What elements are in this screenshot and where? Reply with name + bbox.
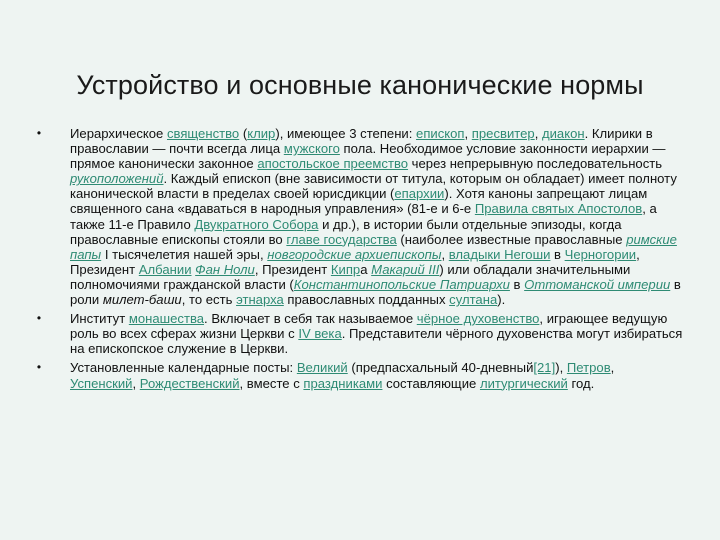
hyperlink[interactable]: епископ: [416, 126, 465, 141]
bullet-text: (предпасхальный 40-дневный: [347, 360, 534, 376]
bullet-list: [34, 126, 684, 395]
bullet-text: в: [509, 276, 525, 292]
bullet-item: [34, 311, 684, 356]
bullet-text: ), имеющее 3 степени:: [275, 126, 417, 141]
bullet-text: . Каждый епископ (вне зависимости от титула, которым он обладает) имеет полноту канонической власти в пределах своей юрисдикции (: [70, 171, 677, 202]
bullet-text: (наиболее известные православные: [396, 231, 627, 247]
bullet-text: I тысячелетия нашей эры,: [101, 246, 268, 262]
hyperlink[interactable]: клир: [247, 126, 276, 141]
bullet-text: ).: [497, 292, 506, 308]
hyperlink[interactable]: Правила святых Апостолов: [474, 201, 643, 217]
hyperlink[interactable]: священство: [166, 126, 240, 141]
bullet-text: Установленные календарные посты:: [70, 360, 297, 376]
hyperlink[interactable]: Албании: [138, 261, 192, 277]
bullet-text: а: [360, 261, 372, 277]
bullet-text: ). Хотя каноны запрещают лицам священного сана «вдаваться в народныя управления» (81-е и 6-е: [70, 186, 648, 217]
bullet-text: милет-баши: [102, 292, 182, 308]
hyperlink[interactable]: римские папы: [70, 231, 677, 262]
bullet-text: в роли: [70, 276, 681, 308]
hyperlink[interactable]: монашества: [128, 311, 205, 327]
slide-title: Устройство и основные канонические нормы: [76, 70, 644, 101]
hyperlink[interactable]: Двукратного Собора: [194, 216, 319, 232]
bullet-text: ,: [534, 126, 542, 141]
hyperlink[interactable]: новгородские архиепископы: [267, 246, 442, 262]
bullet-text: ,: [610, 360, 615, 376]
hyperlink[interactable]: епархии: [394, 186, 445, 202]
bullet-text: ,: [441, 246, 449, 262]
bullet-text: в: [550, 246, 565, 262]
bullet-text: . Клирики в православии — почти всегда лица: [70, 126, 653, 157]
hyperlink[interactable]: диакон: [541, 126, 585, 141]
bullet-marker: •: [36, 311, 42, 326]
hyperlink[interactable]: этнарха: [236, 292, 284, 308]
bullet-text: ) или обладали значительными полномочиями гражданской власти (: [70, 261, 631, 292]
hyperlink[interactable]: Константинопольские Патриархи: [293, 276, 510, 292]
hyperlink[interactable]: Черногории: [564, 246, 637, 262]
bullet-text: , Президент: [254, 261, 331, 277]
hyperlink[interactable]: Великий: [296, 360, 348, 376]
hyperlink[interactable]: Успенский: [70, 375, 133, 391]
hyperlink[interactable]: [21]: [533, 360, 556, 376]
bullet-text: (: [239, 126, 248, 141]
hyperlink[interactable]: праздниками: [303, 375, 383, 391]
bullet-text: православных подданных: [283, 292, 450, 308]
hyperlink[interactable]: султана: [449, 292, 498, 308]
bullet-item: [34, 360, 684, 390]
hyperlink[interactable]: апостольское преемство: [257, 156, 409, 172]
hyperlink[interactable]: Оттоманской империи: [524, 276, 671, 292]
bullet-text: , играющее ведущую роль во всех сферах жизни Церкви с: [70, 311, 668, 342]
bullet-text: , то есть: [181, 292, 237, 308]
bullet-text: ,: [132, 375, 140, 391]
hyperlink[interactable]: главе государства: [286, 231, 397, 247]
bullet-text: Институт: [70, 311, 129, 327]
bullet-text: ,: [464, 126, 472, 141]
hyperlink[interactable]: чёрное духовенство: [416, 311, 540, 327]
hyperlink[interactable]: Фан Ноли: [195, 261, 255, 277]
bullet-text: . Представители чёрного духовенства могут избираться на епископское служение в Церкви.: [70, 326, 683, 357]
bullet-marker: •: [36, 126, 42, 140]
bullet-text: , Президент: [70, 246, 640, 277]
bullet-text: через непрерывную последовательность: [408, 156, 663, 172]
hyperlink[interactable]: Рождественский: [139, 375, 240, 391]
bullet-text: ),: [555, 360, 567, 376]
bullet-text: , а также 11-е Правило: [70, 201, 657, 232]
bullet-marker: •: [36, 360, 42, 375]
bullet-text: пола. Необходимое условие законности иерархии — прямое канонически законное: [70, 141, 666, 172]
bullet-text: , вместе с: [239, 375, 304, 391]
bullet-text: . Включает в себя так называемое: [204, 311, 417, 327]
hyperlink[interactable]: литургический: [479, 375, 568, 391]
bullet-text: и др.), в истории были отдельные эпизоды, когда православные епископы стояли во: [70, 216, 622, 247]
bullet-item: [34, 126, 684, 307]
hyperlink[interactable]: IV века: [298, 326, 342, 342]
hyperlink[interactable]: рукоположений: [70, 171, 164, 187]
bullet-text: составляющие: [382, 375, 480, 391]
bullet-text: год.: [567, 375, 595, 391]
hyperlink[interactable]: Макарий III: [371, 261, 440, 277]
hyperlink[interactable]: пресвитер: [471, 126, 535, 141]
hyperlink[interactable]: мужского: [283, 141, 340, 157]
bullet-text: Иерархическое: [70, 126, 167, 141]
hyperlink[interactable]: Петров: [566, 360, 611, 376]
hyperlink[interactable]: Кипр: [330, 261, 361, 277]
hyperlink[interactable]: владыки Негоши: [448, 246, 551, 262]
